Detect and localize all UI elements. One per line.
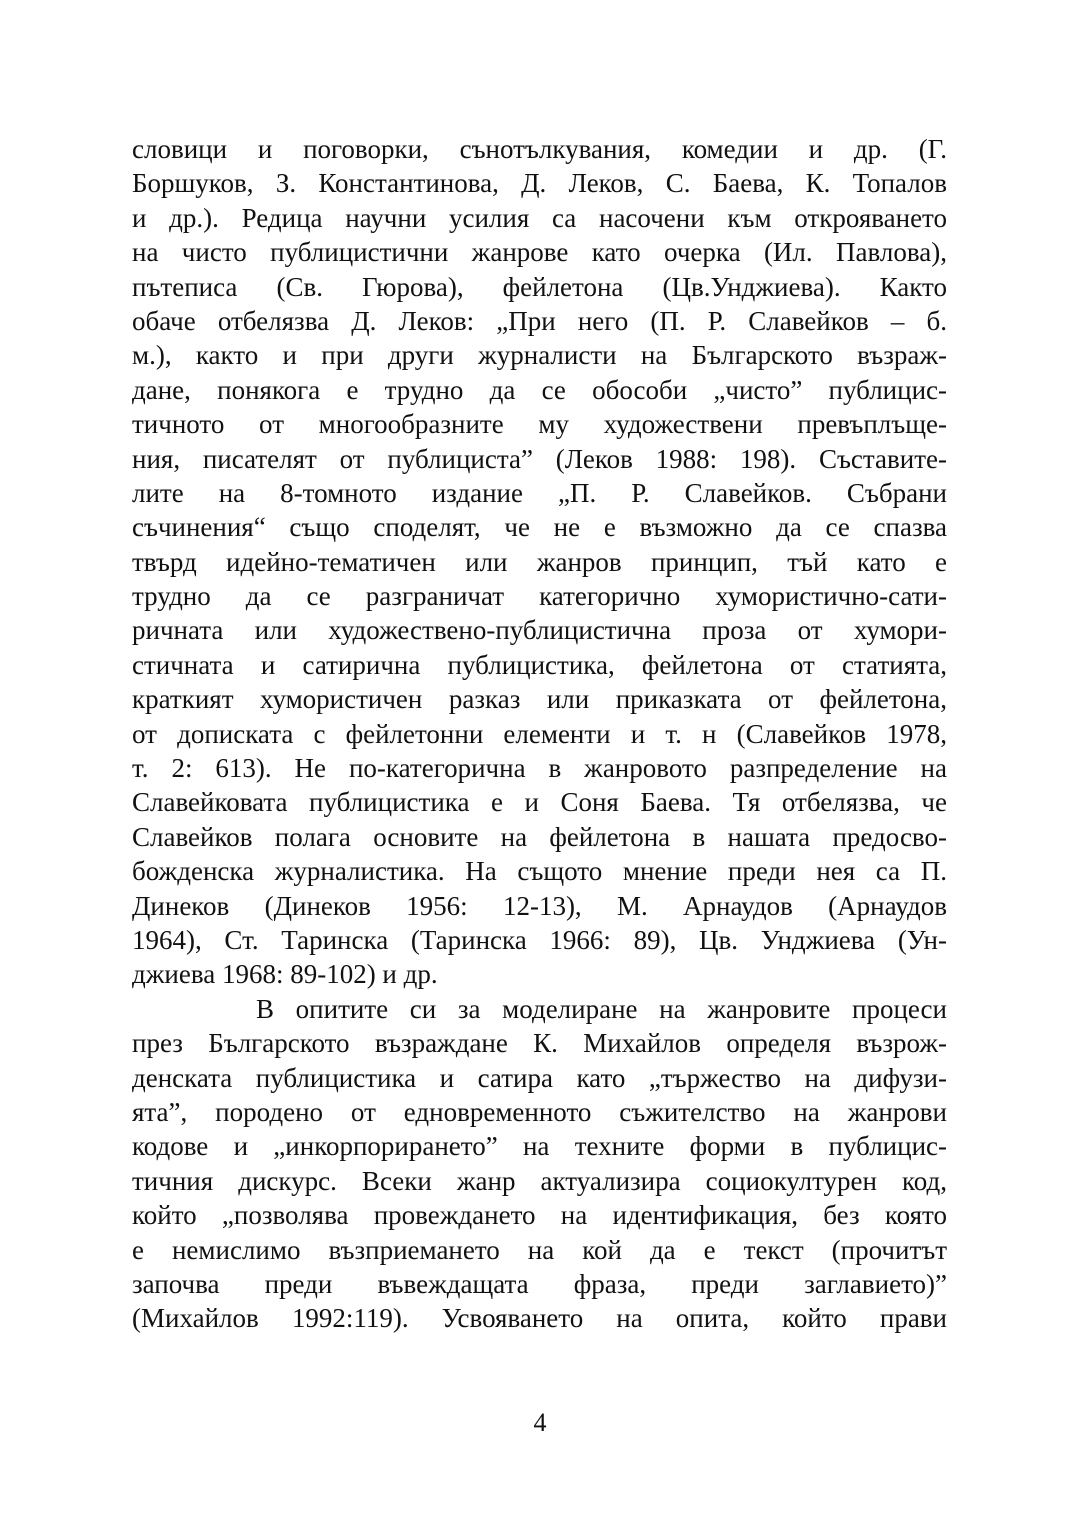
text-line: твърд идейно-тематичен или жанров принцип, тъй като е [132, 546, 947, 577]
text-line: (Михайлов 1992:119). Усвояването на опита, който прави [132, 1303, 947, 1334]
text-line: Боршуков, З. Константинова, Д. Леков, С. Баева, К. Топалов [132, 168, 947, 199]
text-line: лите на 8-томното издание „П. Р. Славейков. Събрани [132, 477, 947, 508]
text-line: денската публицистика и сатира като „тържество на дифузи- [132, 1062, 947, 1093]
text-line: на чисто публицистични жанрове като очерка (Ил. Павлова), [132, 237, 947, 268]
text-line: кодове и „инкорпорирането” на техните форми в публицис- [132, 1131, 947, 1162]
text-line: от дописката с фейлетонни елементи и т. н (Славейков 1978, [132, 718, 947, 749]
text-line: съчинения“ също споделят, че не е възможно да се спазва [132, 512, 947, 543]
text-line: божденска журналистика. На същото мнение преди нея са П. [132, 856, 947, 887]
text-line: м.), както и при други журналисти на Българското възраж- [132, 340, 947, 371]
text-line: Динеков (Динеков 1956: 12-13), М. Арнаудов (Арнаудов [132, 890, 947, 921]
text-line: през Българското възраждане К. Михайлов определя възрож- [132, 1028, 947, 1059]
text-line: джиева 1968: 89-102) и др. [132, 959, 438, 990]
text-line: започва преди въвеждащата фраза, преди заглавието)” [132, 1268, 947, 1299]
text-line: и др.). Редица научни усилия са насочени към открояването [132, 202, 947, 233]
text-line: дане, понякога е трудно да се обособи „чисто” публицис- [132, 374, 947, 405]
text-line: тичния дискурс. Всеки жанр актуализира социокултурен код, [132, 1165, 947, 1196]
text-line: пътеписа (Св. Гюрова), фейлетона (Цв.Унджиева). Както [132, 271, 947, 302]
text-line: трудно да се разграничат категорично хумористично-сати- [132, 581, 947, 612]
text-line: Славейков полага основите на фейлетона в нашата предосво- [132, 821, 947, 852]
text-line: обаче отбелязва Д. Леков: „При него (П. Р. Славейков – б. [132, 305, 947, 336]
paragraph [132, 992, 947, 1336]
text-line: В опитите си за моделиране на жанровите процеси [256, 993, 947, 1024]
text-line: Славейковата публицистика е и Соня Баева. Тя отбелязва, че [132, 787, 947, 818]
body-text [132, 132, 947, 1336]
text-line: тичното от многообразните му художествени превъплъще- [132, 409, 947, 440]
text-line: стичната и сатирична публицистика, фейлетона от статията, [132, 649, 947, 680]
text-line: краткият хумористичен разказ или приказката от фейлетона, [132, 684, 947, 715]
text-line: е немислимо възприемането на кой да е текст (прочитът [132, 1234, 947, 1265]
text-line: ята”, породено от едновременното съжителство на жанрови [132, 1096, 947, 1127]
text-line: словици и поговорки, сънотълкувания, комедии и др. (Г. [132, 134, 947, 164]
page-number: 4 [533, 1408, 547, 1437]
text-line: т. 2: 613). Не по-категорична в жанровото разпределение на [132, 753, 947, 784]
paragraph [132, 132, 947, 992]
text-line: 1964), Ст. Таринска (Таринска 1966: 89), Цв. Унджиева (Ун- [132, 924, 947, 955]
text-line: ричната или художествено-публицистична проза от хумори- [132, 615, 947, 646]
text-line: ния, писателят от публициста” (Леков 1988: 198). Съставите- [132, 443, 947, 474]
text-line: който „позволява провеждането на идентификация, без която [132, 1200, 947, 1231]
